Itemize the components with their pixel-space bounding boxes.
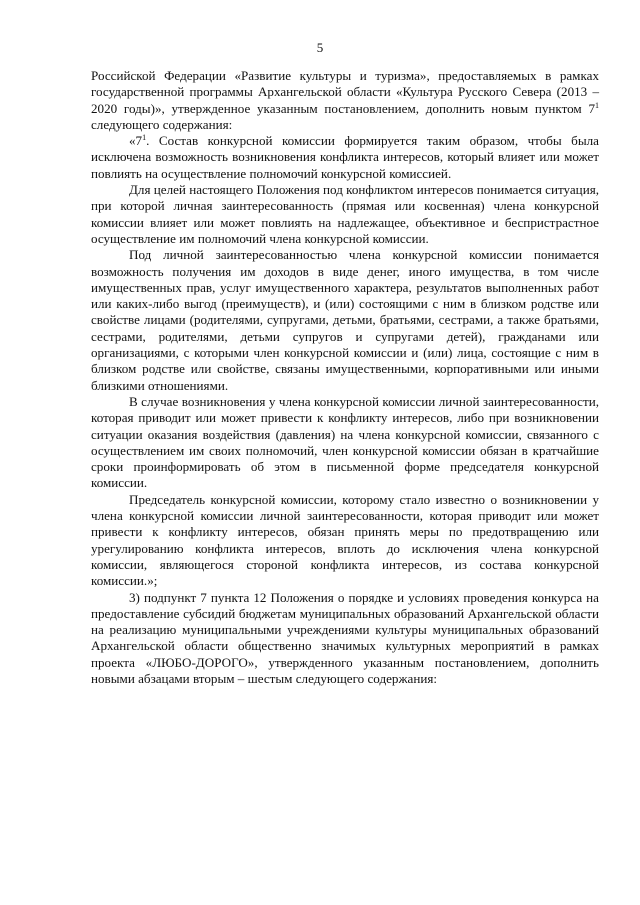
paragraph-1 bbox=[91, 68, 599, 133]
paragraph-3: Для целей настоящего Положения под конфликтом интересов понимается ситуация, при которой личная заинтересованность (прямая или косвенная) члена конкурсной комиссии влияет или может повлиять на надлежащее, объективное и беспристрастное осуществление им полномочий члена конкурсной комиссии. bbox=[91, 182, 599, 246]
paragraph-1-superscript: 1 bbox=[595, 100, 599, 110]
paragraph-5: В случае возникновения у члена конкурсной комиссии личной заинтересованности, которая приводит или может привести к конфликту интересов, либо при возникновении ситуации оказания воздействия (давления) на члена конкурсной комиссии, связанного с осуществлением им своих полномочий, член конкурсной комиссии обязан в кратчайшие сроки проинформировать об этом в письменной форме председателя конкурсной комиссии. bbox=[91, 393, 599, 491]
paragraph-1-text: Российской Федерации «Развитие культуры и туризма», предоставляемых в рамках государственной программы Архангельской области «Культура Русского Севера (2013 – 2020 годы)», утвержденное указанным постановлением, дополнить новым пунктом 7 bbox=[91, 68, 599, 116]
paragraph-7: 3) подпункт 7 пункта 12 Положения о порядке и условиях проведения конкурса на предоставление субсидий бюджетам муниципальных образований Архангельской области на реализацию муниципальными учреждениями культуры муниципальных образований Архангельской области общественно значимых культурных мероприятий в рамках проекта «ЛЮБО-ДОРОГО», утвержденного указанным постановлением, дополнить новыми абзацами вторым – шестым следующего содержания: bbox=[91, 589, 599, 686]
paragraph-4: Под личной заинтересованностью члена конкурсной комиссии понимается возможность получения им доходов в виде денег, иного имущества, в том числе имущественных прав, услуг имущественного характера, результатов выполненных работ или каких-либо выгод (преимуществ), и (или) состоящими с ним в близком родстве или свойстве лицами (родителями, супругами, детьми, братьями, сестрами, а также братьями, сестрами, родителями, детьми супругов и супругами детей), гражданами или организациями, с которыми член конкурсной комиссии и (или) лица, состоящие с ним в близком родстве или свойстве, связаны имущественными, корпоративными или иными близкими отношениями. bbox=[91, 247, 599, 393]
paragraph-1-tail: следующего содержания: bbox=[91, 116, 233, 132]
paragraph-6: Председатель конкурсной комиссии, которому стало известно о возникновении у члена конкурсной комиссии личной заинтересованности, которая приводит или может привести к конфликту интересов, обязан принять меры по предотвращению или урегулированию конфликта интересов, вплоть до исключения члена конкурсной комиссии, являющегося стороной конфликта интересов, из состава конкурсной комиссии.»; bbox=[91, 491, 599, 589]
document-body bbox=[91, 68, 599, 687]
page-number: 5 bbox=[316, 40, 324, 55]
paragraph-2-superscript: 1 bbox=[142, 133, 147, 143]
paragraph-2-text: «7 bbox=[129, 133, 143, 149]
paragraph-2-tail: . Состав конкурсной комиссии формируется таким образом, чтобы была исключена возможность возникновения конфликта интересов, который влияет или может повлиять на осуществление полномочий конкурсной комиссией. bbox=[91, 133, 599, 181]
paragraph-2 bbox=[91, 133, 599, 182]
